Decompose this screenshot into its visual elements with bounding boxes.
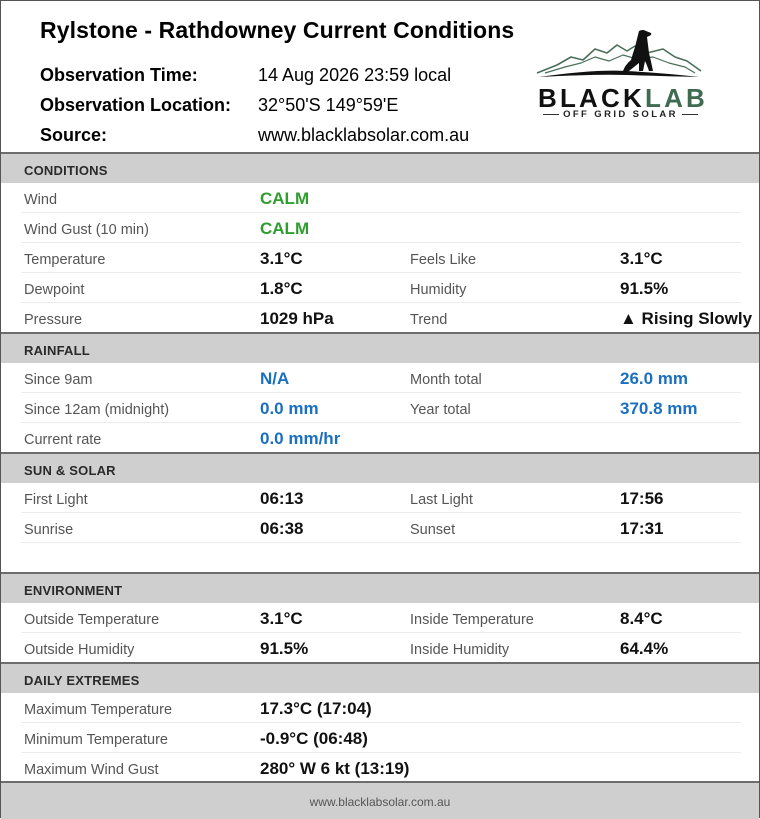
month-total-label: Month total [410,372,482,388]
min-temperature-label: Minimum Temperature [24,732,168,748]
row-min-temperature [21,723,741,753]
wind-label: Wind [24,192,58,208]
row-pressure [21,303,753,333]
header [1,1,759,152]
footer [1,781,759,819]
row-dewpoint [21,273,741,303]
inside-humidity-label: Inside Humidity [410,642,510,658]
since-midnight-value: 0.0 mm [260,399,319,418]
observation-location-value: 32°50'S 149°59'E [258,95,399,115]
sunset-value: 17:31 [620,519,664,538]
spacer [1,543,759,572]
source-link[interactable]: www.blacklabsolar.com.au [258,125,470,145]
section-environment [1,572,759,603]
row-temperatures [21,603,741,633]
section-title: RAINFALL [24,343,90,358]
sunrise-value: 06:38 [260,519,304,538]
since-9am-value: N/A [260,369,290,388]
section-daily-extremes [1,662,759,693]
humidity-label: Humidity [410,282,467,298]
observation-location-label: Observation Location: [40,95,232,115]
row-current-rate [21,423,741,453]
max-temperature-label: Maximum Temperature [24,702,173,718]
temperature-label: Temperature [24,252,106,268]
trend-label: Trend [410,312,448,328]
section-title: CONDITIONS [24,163,108,178]
inside-temperature-label: Inside Temperature [410,612,534,628]
row-since-midnight [21,393,741,423]
row-max-wind-gust [21,753,741,782]
row-wind [21,183,741,213]
max-temperature-value: 17.3°C (17:04) [260,699,372,718]
wind-value: CALM [260,189,310,208]
feels-like-value: 3.1°C [620,249,663,268]
section-conditions [1,152,759,183]
year-total-label: Year total [410,402,471,418]
section-rainfall [1,332,759,363]
row-first-light [21,483,741,513]
first-light-label: First Light [24,492,88,508]
wind-gust-label: Wind Gust (10 min) [24,222,149,238]
since-midnight-label: Since 12am (midnight) [24,402,170,418]
outside-temperature-value: 3.1°C [260,609,303,628]
observation-time-value: 14 Aug 2026 23:59 local [258,65,452,85]
outside-humidity-label: Outside Humidity [24,642,135,658]
page-title: Rylstone - Rathdowney Current Conditions [40,17,515,43]
current-rate-label: Current rate [24,432,102,448]
logo-word-lab: LAB [645,83,709,113]
row-sunrise [21,513,741,543]
dewpoint-value: 1.8°C [260,279,303,298]
logo-word-black: BLACK [538,83,645,113]
observation-time-label: Observation Time: [40,65,198,85]
current-rate-value: 0.0 mm/hr [260,429,341,448]
section-title: DAILY EXTREMES [24,673,140,688]
row-since-9am [21,363,741,393]
pressure-label: Pressure [24,312,83,328]
last-light-label: Last Light [410,492,473,508]
row-humidities [21,633,741,663]
wind-gust-value: CALM [260,219,310,238]
row-wind-gust [21,213,741,243]
outside-temperature-label: Outside Temperature [24,612,160,628]
humidity-value: 91.5% [620,279,669,298]
temperature-value: 3.1°C [260,249,303,268]
feels-like-label: Feels Like [410,252,477,268]
footer-link[interactable]: www.blacklabsolar.com.au [309,795,451,809]
month-total-value: 26.0 mm [620,369,689,388]
trend-value: ▲ Rising Slowly [620,309,753,328]
first-light-value: 06:13 [260,489,304,508]
logo-tagline: OFF GRID SOLAR [538,109,703,120]
section-title: ENVIRONMENT [24,583,123,598]
source-label: Source: [40,125,108,145]
min-temperature-value: -0.9°C (06:48) [260,729,368,748]
since-9am-label: Since 9am [24,372,93,388]
outside-humidity-value: 91.5% [260,639,309,658]
pressure-value: 1029 hPa [260,309,334,328]
last-light-value: 17:56 [620,489,664,508]
inside-humidity-value: 64.4% [620,639,669,658]
max-wind-gust-label: Maximum Wind Gust [24,762,159,778]
inside-temperature-value: 8.4°C [620,609,663,628]
row-max-temperature [21,693,741,723]
section-title: SUN & SOLAR [24,463,116,478]
sunset-label: Sunset [410,522,456,538]
year-total-value: 370.8 mm [620,399,698,418]
sunrise-label: Sunrise [24,522,74,538]
dewpoint-label: Dewpoint [24,282,85,298]
section-sun-solar [1,452,759,483]
row-temperature [21,243,741,273]
max-wind-gust-value: 280° W 6 kt (13:19) [260,759,410,778]
